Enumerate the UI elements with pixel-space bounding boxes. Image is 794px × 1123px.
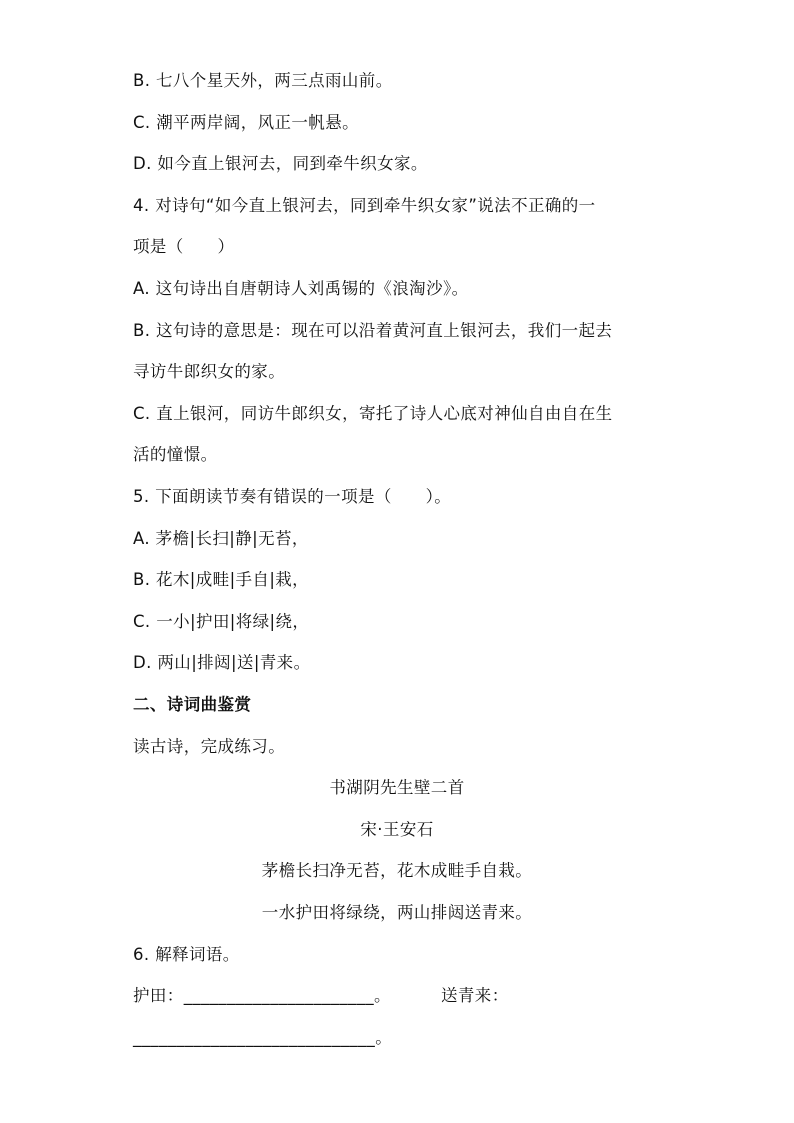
question-4-stem: 4. 对诗句“如今直上银河去，同到牵牛织女家”说法不正确的一 — [133, 196, 596, 215]
option-a-q5: A. 茅檐|长扫|静|无苔， — [133, 529, 309, 548]
instruction: 读古诗，完成练习。 — [133, 737, 286, 756]
poem-author: 宋·王安石 — [360, 820, 434, 839]
poem-line-1: 茅檐长扫净无苔，花木成畦手自栽。 — [261, 861, 533, 880]
option-c-q4: C. 直上银河，同访牛郎织女，寄托了诗人心底对神仙自由自在生 — [133, 404, 613, 423]
question-4-stem-cont: 项是（ ） — [133, 237, 235, 256]
question-6-item-2: 送青来： — [441, 986, 509, 1005]
option-b-q4-cont: 寻访牛郎织女的家。 — [133, 362, 286, 381]
poem-line-2: 一水护田将绿绕，两山排闼送青来。 — [261, 903, 533, 922]
option-c-q3: C. 潮平两岸阔，风正一帆悬。 — [133, 113, 360, 132]
option-b-q5: B. 花木|成畦|手自|栽， — [133, 570, 310, 589]
option-d-q3: D. 如今直上银河去，同到牵牛织女家。 — [133, 154, 428, 173]
question-6-stem: 6. 解释词语。 — [133, 945, 240, 964]
question-6-item-1: 护田：______________________。 — [133, 986, 391, 1005]
option-b-q4: B. 这句诗的意思是：现在可以沿着黄河直上银河去，我们一起去 — [133, 321, 613, 340]
option-b-q3: B. 七八个星天外，两三点雨山前。 — [133, 71, 393, 90]
question-5-stem: 5. 下面朗读节奏有错误的一项是（ ）。 — [133, 487, 452, 506]
option-c-q4-cont: 活的憧憬。 — [133, 445, 218, 464]
option-d-q5: D. 两山|排闼|送|青来。 — [133, 653, 311, 672]
question-6-item-2-blank: ____________________________。 — [133, 1028, 393, 1047]
option-c-q5: C. 一小|护田|将绿|绕， — [133, 612, 310, 631]
option-a-q4: A. 这句诗出自唐朝诗人刘禹锡的《浪淘沙》。 — [133, 279, 469, 298]
poem-title: 书湖阴先生壁二首 — [329, 778, 465, 797]
section-heading: 二、诗词曲鉴赏 — [133, 695, 252, 714]
